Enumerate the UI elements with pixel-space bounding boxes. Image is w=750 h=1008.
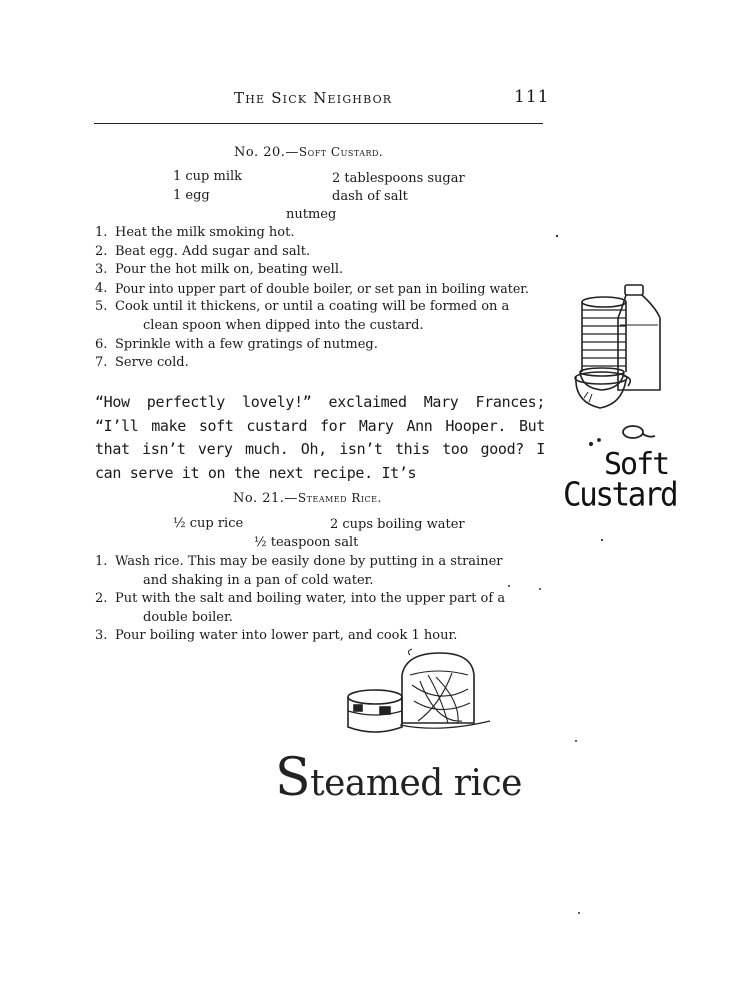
list-item: 2. Put with the salt and boiling water, into the upper part of a [95, 591, 506, 607]
ingredient-milk: 1 cup milk [173, 169, 243, 184]
list-item: 1. Wash rice. This may be easily done by putting in a strainer [95, 554, 503, 569]
recipe-21-number: No. 21.— [233, 491, 298, 506]
steamed-rice-label-rest: teamed rice [310, 763, 522, 804]
custard-label-soft: Soft [604, 447, 669, 482]
ingredient-boiling-water: 2 cups boiling water [330, 517, 465, 532]
list-item-continuation: clean spoon when dipped into the custard. [143, 317, 424, 333]
ingredient-salt: dash of salt [332, 189, 408, 204]
list-item: 6. Sprinkle with a few gratings of nutmeg. [95, 336, 378, 352]
dialogue-paragraph: “How perfectly lovely!” exclaimed Mary Frances; “I’ll make soft custard for Mary Ann Hooper. But that isn’t very much. Oh, isn’t this too good? I can serve it on the next recipe. It’s [95, 393, 545, 482]
running-head: The Sick Neighbor [234, 89, 393, 107]
list-item: 7. Serve cold. [95, 355, 189, 371]
page-number: 111 [514, 87, 550, 107]
list-item: 2. Beat egg. Add sugar and salt. [95, 243, 311, 259]
recipe-21-name: Steamed Rice. [297, 491, 382, 505]
ingredient-rice: ½ cup rice [173, 516, 244, 531]
custard-label-custard: Custard [563, 476, 677, 514]
list-item: 4. Pour into upper part of double boiler, or set pan in boiling water. [95, 280, 529, 296]
list-item: 5. Cook until it thickens, or until a coating will be formed on a [95, 299, 510, 315]
recipe-20-name: Soft Custard. [298, 145, 384, 159]
list-item: 3. Pour the hot milk on, beating well. [95, 262, 344, 278]
ingredient-egg: 1 egg [173, 188, 210, 203]
list-item: 1. Heat the milk smoking hot. [95, 225, 295, 240]
ingredient-salt-rice: ½ teaspoon salt [254, 535, 359, 550]
list-item: 3. Pour boiling water into lower part, and cook 1 hour. [95, 628, 458, 644]
recipe-20-number: No. 20.— [234, 145, 299, 160]
ingredient-sugar: 2 tablespoons sugar [332, 171, 465, 186]
ingredient-nutmeg: nutmeg [286, 207, 337, 222]
steamed-rice-initial: S [275, 748, 311, 808]
list-item-continuation: double boiler. [143, 609, 233, 625]
list-item-continuation: and shaking in a pan of cold water. [143, 572, 374, 588]
